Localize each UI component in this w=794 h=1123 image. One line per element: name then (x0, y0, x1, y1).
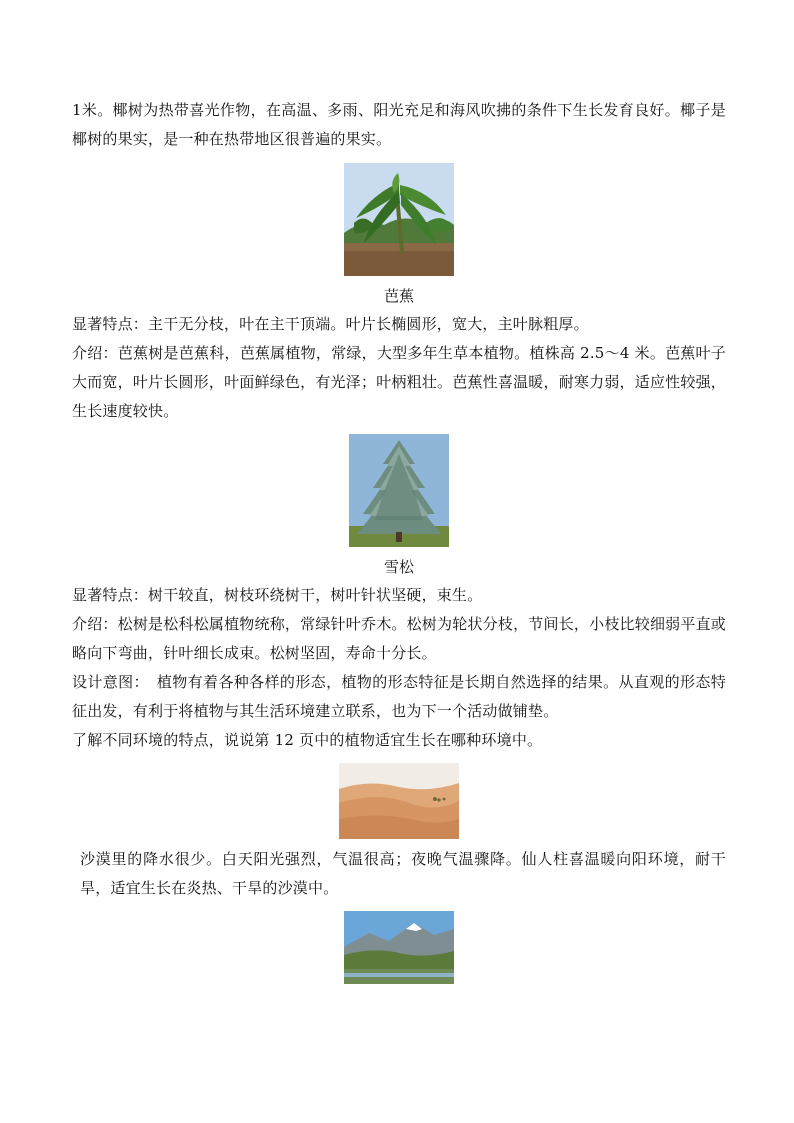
environment-task: 了解不同环境的特点，说说第 12 页中的植物适宜生长在哪种环境中。 (72, 731, 543, 749)
document-page (72, 96, 726, 984)
plateau-photo (344, 911, 454, 984)
desert-photo (339, 763, 459, 839)
design-intent: 设计意图： 植物有着各种各样的形态，植物的形态特征是长期自然选择的结果。从直观的形态特征出发，有利于将植物与其生活环境建立联系，也为下一个活动做铺垫。 (72, 673, 726, 720)
cedar-feature: 显著特点：树干较直，树枝环绕树干，树叶针状坚硬，束生。 (72, 586, 483, 604)
coconut-paragraph: 1米。椰树为热带喜光作物，在高温、多雨、阳光充足和海风吹拂的条件下生长发育良好。椰子是椰树的果实，是一种在热带地区很普遍的果实。 (72, 101, 726, 148)
banana-intro: 介绍：芭蕉树是芭蕉科，芭蕉属植物，常绿，大型多年生草本植物。植株高 2.5～4 米。芭蕉叶子大而宽，叶片长圆形，叶面鲜绿色，有光泽；叶柄粗壮。芭蕉性喜温暖，耐寒力弱，适应性较强，生长速度较快。 (72, 344, 726, 420)
desert-paragraph: 沙漠里的降水很少。白天阳光强烈，气温很高；夜晚气温骤降。仙人柱喜温暖向阳环境，耐干旱，适宜生长在炎热、干旱的沙漠中。 (80, 850, 726, 897)
banana-feature: 显著特点：主干无分枝，叶在主干顶端。叶片长椭圆形，宽大，主叶脉粗厚。 (72, 315, 589, 333)
cedar-intro: 介绍：松树是松科松属植物统称，常绿针叶乔木。松树为轮状分枝，节间长，小枝比较细弱平直或略向下弯曲，针叶细长成束。松树坚固，寿命十分长。 (72, 615, 726, 662)
banana-photo (344, 163, 454, 276)
banana-caption: 芭蕉 (383, 287, 414, 305)
cedar-caption: 雪松 (383, 558, 414, 576)
cedar-photo (349, 434, 449, 547)
